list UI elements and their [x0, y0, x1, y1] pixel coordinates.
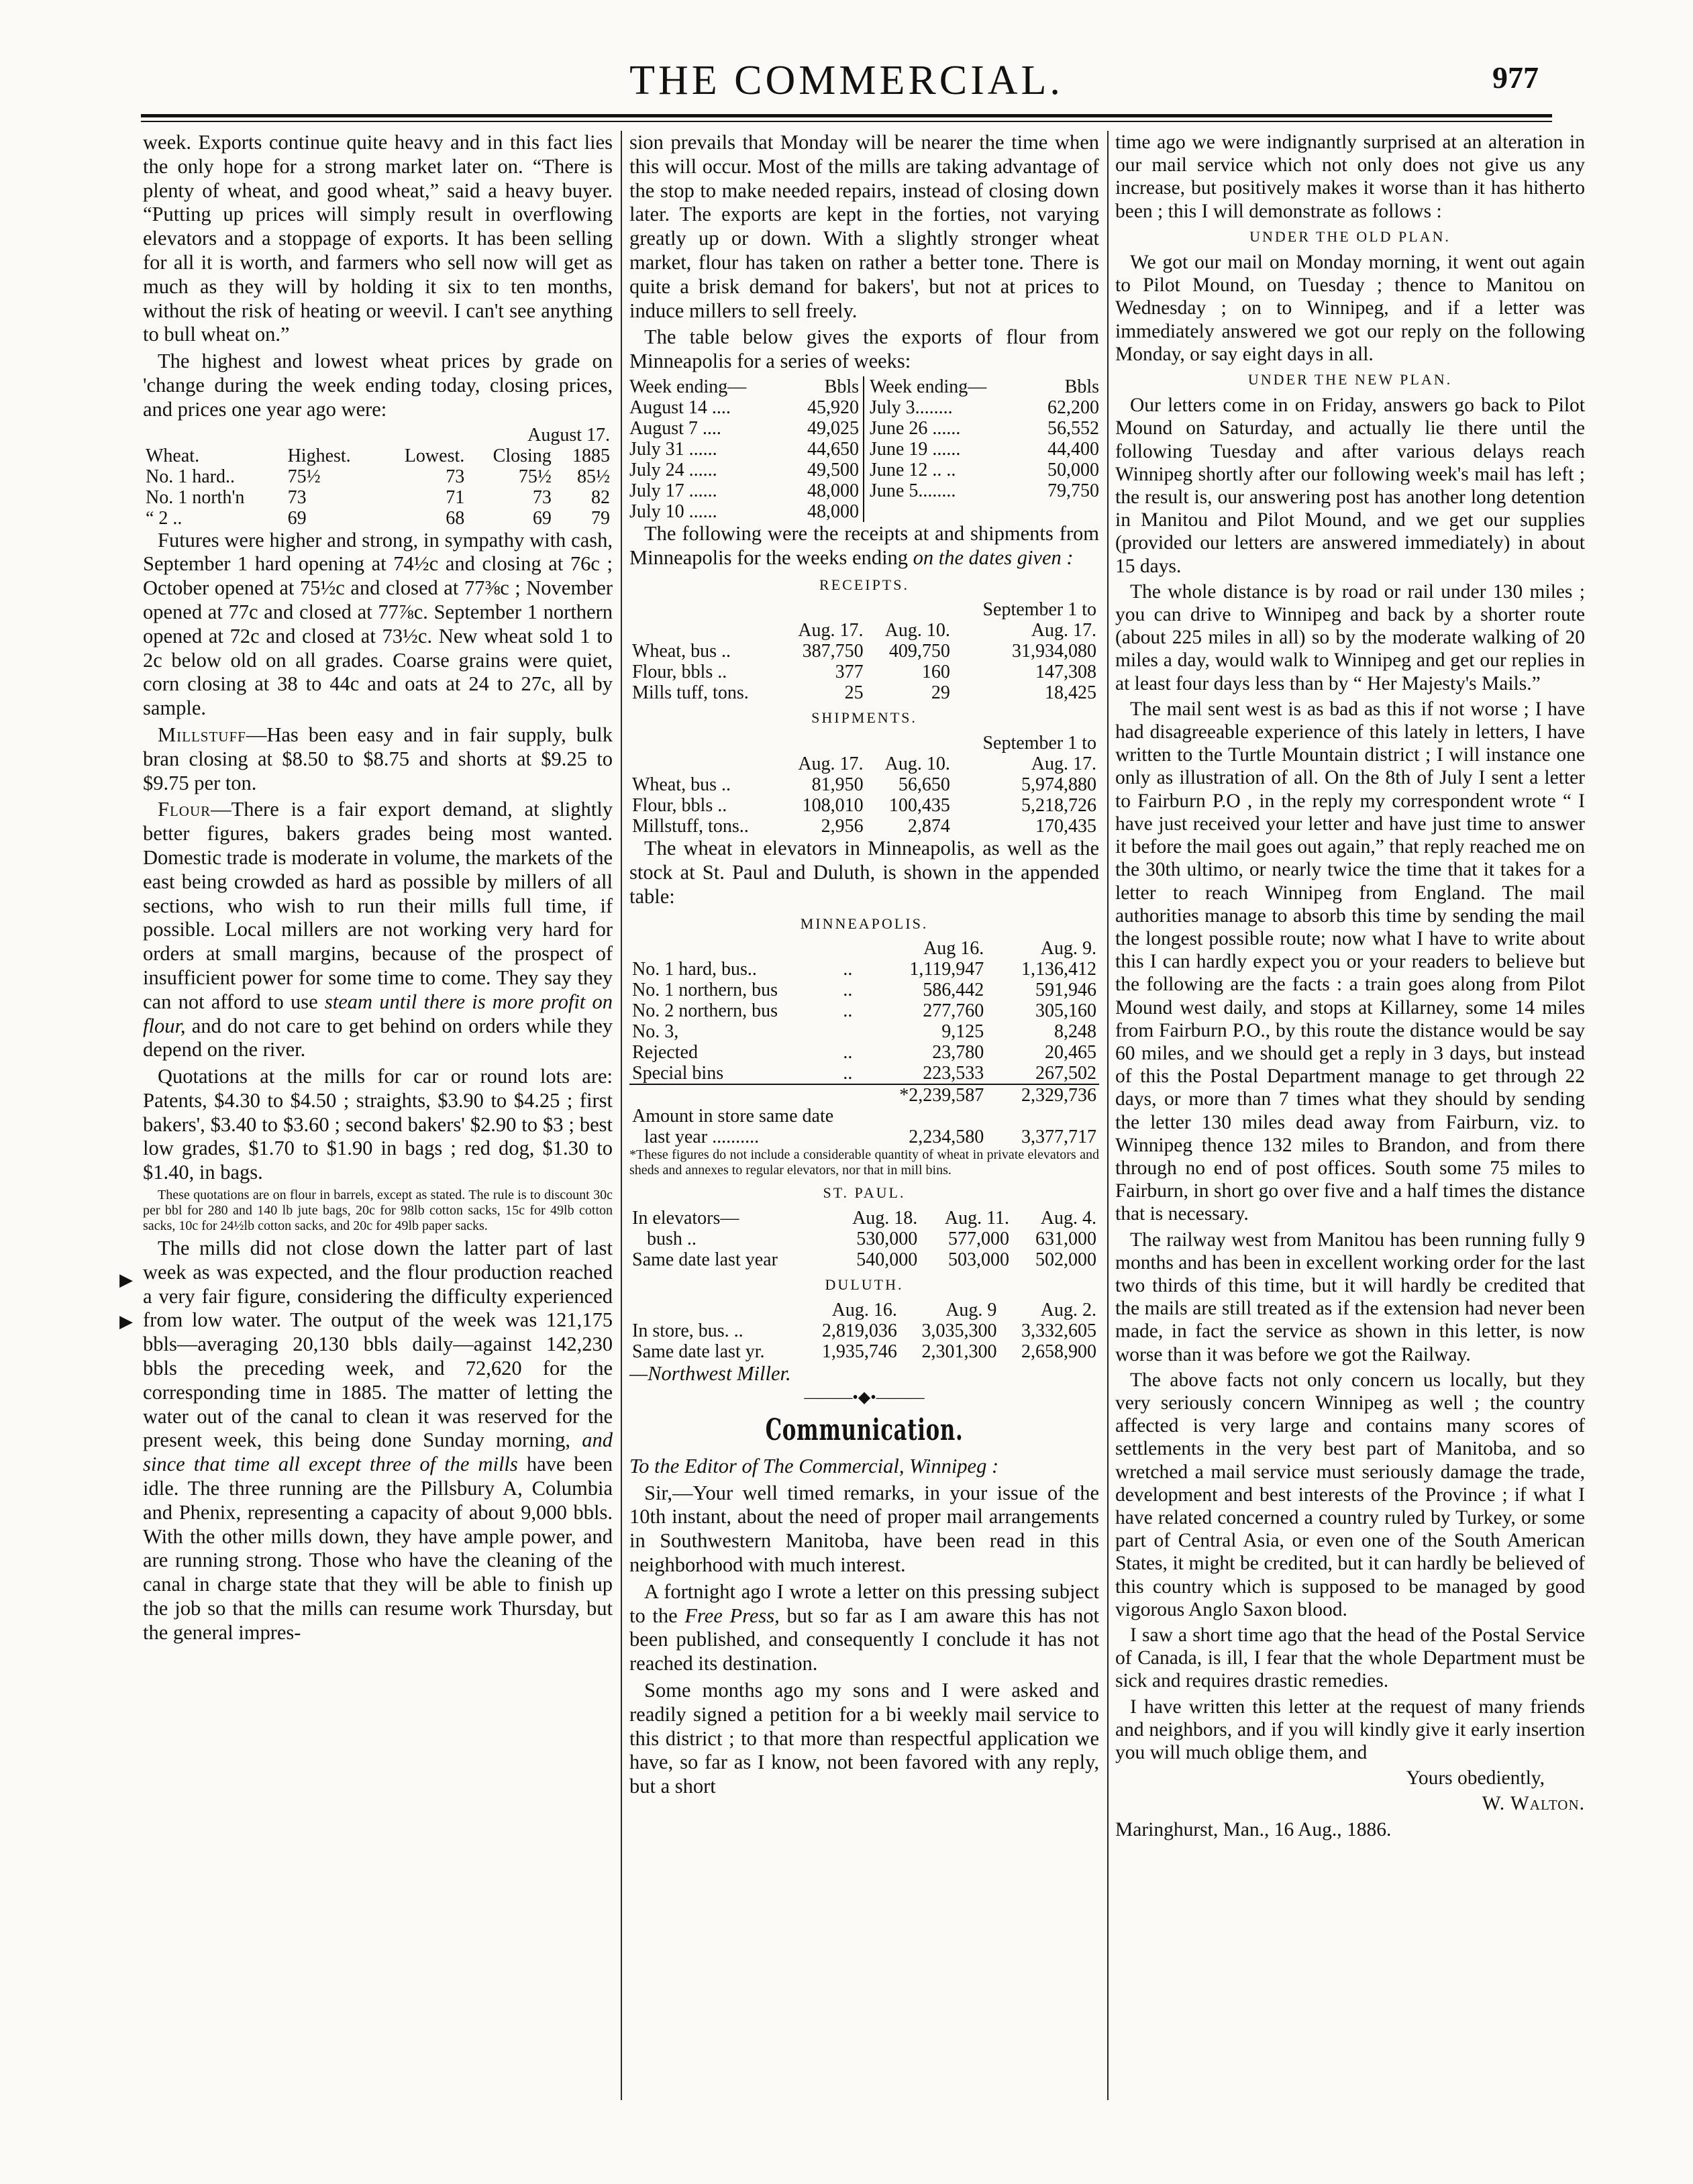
table-cell: 73 [446, 466, 465, 487]
dateline: Maringhurst, Man., 16 Aug., 1886. [1115, 1818, 1392, 1840]
paragraph [143, 798, 613, 1062]
table-cell: Flour, bbls .. [632, 795, 727, 817]
table-row [629, 439, 859, 460]
italic-text: To the Editor of The Commercial, Winnipeg : [629, 1454, 999, 1477]
table-cell: 108,010 [802, 795, 864, 817]
table-cell: 25 [844, 682, 864, 704]
paragraph: The table below gives the exports of flour from Minneapolis for a series of weeks: [629, 325, 1099, 373]
run-in-head: Millstuff [158, 723, 246, 746]
table-cell: Wheat, bus .. [632, 774, 731, 796]
table-cell: 8,248 [1054, 1021, 1096, 1043]
table-cell: 170,435 [1035, 816, 1096, 837]
paragraph-text: —There is a fair export demand, at slightly better figures, bakers grades being most wanted. Domestic trade is moderate in volume, the markets of the east being crowded as hard as possible by millers of all sections, who wish to run their mills full time, if possible. Local millers are not working very hard for orders at small margins, because of the prospect of insufficient power for some time to come. They say they can not afford to use [143, 798, 613, 1013]
paragraph: Sir,—Your well timed remarks, in your issue of the 10th instant, about the need of proper mail arrangements in Southwestern Manitoba, have been read in this neighborhood with much interest. [629, 1481, 1099, 1576]
section-subhead: DULUTH. [825, 1276, 904, 1294]
table-cell: Wheat, bus .. [632, 641, 731, 662]
table-header: Aug. 9 [945, 1299, 997, 1320]
table-row [870, 460, 1099, 480]
table-cell: Same date last yr. [632, 1341, 765, 1362]
paragraph: The railway west from Manitou has been running fully 9 months and has been in excellent working order for the last two thirds of this time, but it will hardly be credited that the mails are still treated as if the extension had never been made, in fact the service as shown in this letter, is now worse than it was before we got the Railway. [1115, 1229, 1585, 1365]
table-cell: July 10 ...... [629, 501, 717, 522]
table-cell: 20,465 [1045, 1042, 1096, 1063]
table-cell: 5,218,726 [1021, 795, 1096, 817]
table-cell: Rejected [632, 1042, 698, 1063]
exports-right [864, 376, 1099, 522]
table-cell: July 17 ...... [629, 480, 717, 501]
table-row [629, 641, 1099, 662]
table-cell: July 3........ [870, 397, 953, 418]
table-cell: June 12 .. .. [870, 459, 956, 480]
margin-mark: ▶ [119, 1270, 133, 1290]
table-cell: 267,502 [1035, 1063, 1096, 1084]
paragraph-text: The mills did not close down the latter part of last week as was expected, and the flour production reached a very fair figure, considering the difficulty experienced from low water. The output of the week was 121,175 bbls—averaging 20,130 bbls daily—against 142,230 bbls the preceding week, and 72,620 for the corresponding time in 1885. The matter of letting the water out of the canal to clean it was reserved for the present week, this being done Sunday morning, [143, 1237, 613, 1452]
table-cell: 377 [835, 662, 864, 683]
table-header: Aug 16. [923, 938, 984, 959]
section-subhead: UNDER THE OLD PLAN. [1249, 227, 1451, 245]
column-rule [621, 131, 622, 2100]
table-total-row [629, 1084, 1099, 1106]
paragraph: sion prevails that Monday will be nearer the time when this will occur. Most of the mills are taking advantage of the stop to make needed repairs, instead of closing down later. The exports are kept in the forties, not varying greatly up or down. With a slightly stronger wheat market, flour has taken on rather a better tone. There is quite a brisk demand for bakers', but not at prices to induce millers to sell freely. [629, 131, 1099, 322]
table-cell: 44,650 [807, 438, 859, 460]
table-cell: 81,950 [811, 774, 864, 796]
table-header: Aug. 17. [798, 620, 864, 641]
table-row [629, 1000, 1099, 1021]
table-cell: 586,442 [923, 980, 984, 1001]
footnote: *These figures do not include a considerable quantity of wheat in private elevators and sheds and annexes to regular elevators, nor that in mill bins. [629, 1147, 1099, 1178]
italic-text: on the dates given : [913, 545, 1074, 569]
paragraph-text: —Has been easy and in fair supply, bulk bran closing at $8.50 to $8.75 and shorts at $9.25 to $9.75 per ton. [143, 723, 613, 794]
table-row [629, 816, 1099, 837]
table-header: Closing [493, 445, 552, 466]
table-cell: 147,308 [1035, 662, 1096, 683]
table-cell: 160 [921, 662, 950, 683]
paragraph: The mail sent west is as bad as this if not worse ; I have had disagreeable experience of this lately in letters, I have written to the Turtle Mountain district ; I will instance one only as illustration of all. On the 8th of July I sent a letter to Fairburn P.O , in the reply my correspondent wrote “ I have just received your letter and have just time to answer it before the mail goes out again,” that reply reached me on the 30th ultimo, or nearly twice the time that it takes for a letter to reach Winnipeg from England. The mail authorities manage to absorb this time by sending the mail the longest possible route; now what I have to write about this I can hardly expect you or your readers to believe but the following are the facts : a train goes along from Pilot Mound west daily, and stops at Killarney, some 14 miles from Fairburn P.O., by this route the distance would be say 60 miles, and we should get a reply in 3 days, but instead of this the Postal Department manage to get through 22 days, or more than 7 times what they should by sending the letter 130 miles dead away from Fairburn, viz. to Winnipeg thence 132 miles to Brandon, and from there through no end of post offices. South some 75 miles to Fairburn, in short go over five and a half times the distance that is necessary. [1115, 698, 1585, 1225]
table-cell: August 14 .... [629, 397, 731, 418]
paragraph [143, 1237, 613, 1645]
table-cell: 3,332,605 [1021, 1320, 1096, 1341]
table-cell: 2,234,580 [909, 1127, 984, 1148]
table-header: Week ending— [870, 376, 987, 397]
masthead-rule-thin [141, 121, 1552, 122]
table-row [143, 466, 613, 487]
table-row [629, 774, 1099, 795]
table-cell: 73 [532, 486, 552, 508]
table-cell: 79,750 [1047, 480, 1099, 501]
table-header: Aug. 4. [1040, 1208, 1096, 1229]
table-cell: No. 3, [632, 1021, 679, 1043]
table-cell: last year .......... [644, 1127, 760, 1148]
exports-table [629, 376, 1099, 522]
table-cell: 44,400 [1047, 438, 1099, 460]
table-cell: 277,760 [923, 1000, 984, 1022]
table-cell: June 5........ [870, 480, 956, 501]
table-cell: July 31 ...... [629, 438, 717, 460]
table-cell: .. [843, 980, 853, 1001]
table-cell: “ 2 .. [146, 507, 183, 529]
table-cell: No. 1 hard, bus.. [632, 959, 757, 980]
table-cell: 45,920 [807, 397, 859, 418]
table-cell: 68 [446, 507, 465, 529]
margin-mark: ▶ [119, 1312, 133, 1331]
minneapolis-table [629, 938, 1099, 1147]
table-cell: Same date last year [632, 1249, 778, 1271]
table-row [629, 501, 859, 522]
paragraph: The wheat in elevators in Minneapolis, as well as the stock at St. Paul and Duluth, is shown in the appended table: [629, 837, 1099, 908]
table-cell: Millstuff, tons.. [632, 816, 749, 837]
paragraph: Quotations at the mills for car or round lots are: Patents, $4.30 to $4.50 ; straights, $3.90 to $4.25 ; first bakers', $3.40 to $3.60 ; second bakers' $2.90 to $3 ; best low grades, $1.70 to $1.90 in bags ; red dog, $1.30 to $1.40, in bags. [143, 1065, 613, 1184]
table-cell: 2,956 [821, 816, 864, 837]
table-cell: .. [843, 1063, 853, 1084]
table-row [629, 1249, 1099, 1270]
table-cell: Amount in store same date [632, 1106, 834, 1127]
table-header: Aug. 17. [1031, 620, 1096, 641]
table-cell: 223,533 [923, 1063, 984, 1084]
table-cell: 49,025 [807, 417, 859, 439]
table-row [629, 1042, 1099, 1063]
paragraph [629, 522, 1099, 570]
paragraph: Futures were higher and strong, in sympathy with cash, September 1 hard opening at 74½c and closing at 76c ; October opened at 75½c and closed at 77⅜c ; November opened at 77c and closed at 77⅞c. September 1 northern opened at 72c and closed at 73½c. New wheat sold 1 to 2c below old on all grades. Coarse grains were quiet, corn closing at 38 to 44c and oats at 24 to 27c, all by sample. [143, 528, 613, 720]
section-subhead: RECEIPTS. [819, 576, 909, 593]
table-header: 1885 [572, 445, 610, 466]
italic-text: and since that time all except three of the mills [143, 1428, 613, 1476]
table-cell: 3,035,300 [921, 1320, 997, 1341]
table-cell: 18,425 [1045, 682, 1096, 704]
table-header: Aug. 2. [1040, 1299, 1096, 1320]
table-row [629, 1320, 1099, 1341]
table-cell: 23,780 [932, 1042, 984, 1063]
table-header: Aug. 18. [852, 1208, 918, 1229]
table-cell: Special bins [632, 1063, 724, 1084]
table-cell: 62,200 [1047, 397, 1099, 418]
section-subhead: ST. PAUL. [823, 1184, 906, 1202]
paragraph: week. Exports continue quite heavy and in this fact lies the only hope for a strong market later on. “There is plenty of wheat, and good wheat,” said a heavy buyer. “Putting up prices will simply result in overflowing elevators and a stoppage of exports. It has been selling for all it is worth, and farmers who sell now will get as much as they will by holding it six to ten months, without the risk of heating or weevil. I can't see anything to bull wheat on.” [143, 131, 613, 346]
table-header: Aug. 9. [1040, 938, 1096, 959]
section-subhead: MINNEAPOLIS. [800, 915, 929, 932]
table-cell: August 7 .... [629, 417, 721, 439]
table-cell: 49,500 [807, 459, 859, 480]
st-paul-table [629, 1208, 1099, 1270]
table-cell: 69 [287, 507, 307, 529]
table-cell: No. 2 northern, bus [632, 1000, 778, 1022]
table-cell: July 24 ...... [629, 459, 717, 480]
paragraph-text: A fortnight ago I wrote a letter on this pressing subject to the [629, 1579, 1099, 1627]
column-3 [1115, 131, 1585, 1844]
table-cell: June 26 ...... [870, 417, 961, 439]
table-cell: June 19 ...... [870, 438, 961, 460]
table-header: Bbls [824, 376, 859, 397]
table-cell: 56,650 [898, 774, 950, 796]
paragraph: The above facts not only concern us locally, but they very seriously concern Winnipeg as well ; the country affected is very large and contains many scores of settlements in the very best part of Manitoba, and so wretched a mail service must seriously damage the trade, development and best interests of the Province ; if what I have related concerned a country ruled by Turkey, or some part of Central Asia, or even one of the South American States, it might be credited, but it can hardly be believed of this country which is supposed to be managed by good vigorous Anglo Saxon blood. [1115, 1369, 1585, 1620]
paragraph-text: have been idle. The three running are the Pillsbury A, Columbia and Phenix, representing a capacity of about 9,000 bbls. With the other mills down, they have ample power, and are running strong. Those who have the cleaning of the canal in charge state that they will be able to finish up the job so that the mills can resume work Thursday, but the general impres- [143, 1453, 613, 1644]
page-title: THE COMMERCIAL. [629, 58, 1064, 103]
run-in-head: Flour [158, 798, 211, 821]
table-cell: 540,000 [856, 1249, 918, 1271]
table-header: Aug. 11. [944, 1208, 1010, 1229]
table-cell: 503,000 [948, 1249, 1010, 1271]
table-cell: 31,934,080 [1012, 641, 1096, 662]
table-row [143, 487, 613, 508]
table-cell: 79 [591, 507, 610, 529]
table-cell: .. [843, 1042, 853, 1063]
table-cell: 50,000 [1047, 459, 1099, 480]
table-row [629, 480, 859, 501]
table-header: Week ending— [629, 376, 747, 397]
table-cell: No. 1 north'n [146, 486, 245, 508]
shipments-table [629, 733, 1099, 837]
table-cell: 631,000 [1035, 1229, 1096, 1250]
table-cell: 1,935,746 [821, 1341, 897, 1362]
page-number: 977 [1492, 60, 1539, 95]
table-cell: 409,750 [888, 641, 950, 662]
table-row [629, 418, 859, 439]
table-header: September 1 to [982, 733, 1096, 754]
footnote: These quotations are on flour in barrels, except as stated. The rule is to discount 30c per bbl for 280 and 140 lb jute bags, 20c for 98lb cotton sacks, 15c for 49lb cotton sacks, 10c for 24½lb cotton sacks, and 20c for 49lb paper sacks. [143, 1188, 613, 1234]
table-cell: 1,136,412 [1021, 959, 1096, 980]
paragraph-text: The following were the receipts at and shipments from Minneapolis for the weeks ending [629, 521, 1099, 569]
table-cell: 577,000 [948, 1229, 1010, 1250]
table-row [143, 508, 613, 529]
table-header: Aug. 17. [1031, 753, 1096, 775]
masthead-rule [141, 114, 1552, 117]
source-credit: —Northwest Miller. [629, 1361, 791, 1385]
paragraph: We got our mail on Monday morning, it went out again to Pilot Mound, on Tuesday ; thence to Manitou on Wednesday ; on to Winnipeg, and if a letter was immediately answered we got our reply on the following Monday, or say eight days in all. [1115, 252, 1585, 365]
table-cell: 2,329,736 [986, 1084, 1099, 1106]
duluth-table [629, 1300, 1099, 1362]
table-cell: 100,435 [888, 795, 950, 817]
table-cell: 85½ [577, 466, 610, 487]
table-row [870, 439, 1099, 460]
table-cell: In store, bus. .. [632, 1320, 743, 1341]
table-row [629, 1229, 1099, 1249]
table-header: September 1 to [982, 599, 1096, 621]
table-cell: 2,658,900 [1021, 1341, 1096, 1362]
table-cell: 3,377,717 [1021, 1127, 1096, 1148]
table-row [629, 980, 1099, 1000]
paragraph [629, 1362, 1099, 1386]
table-row [629, 397, 859, 418]
table-cell: 2,874 [907, 816, 950, 837]
table-header: Lowest. [404, 445, 465, 466]
table-row [629, 460, 859, 480]
table-cell: 75½ [287, 466, 321, 487]
paragraph: Some months ago my sons and I were asked and readily signed a petition for a bi weekly mail service to this district ; to that more than respectful application we have, so far as I know, not been favored with any reply, but a short [629, 1678, 1099, 1798]
table-cell: 9,125 [941, 1021, 984, 1043]
table-cell: 530,000 [856, 1229, 918, 1250]
table-cell: 2,819,036 [821, 1320, 897, 1341]
wheat-price-table [143, 425, 613, 529]
section-divider: ———•◆•——— [804, 1388, 925, 1406]
section-subhead: UNDER THE NEW PLAN. [1247, 371, 1453, 388]
table-cell: 29 [931, 682, 950, 704]
table-cell: In elevators— [632, 1208, 739, 1229]
section-subhead: SHIPMENTS. [811, 709, 917, 727]
table-cell: 1,119,947 [909, 959, 984, 980]
table-row [629, 662, 1099, 682]
table-cell: *2,239,587 [861, 1084, 986, 1106]
table-row [629, 1063, 1099, 1084]
receipts-table [629, 599, 1099, 703]
table-cell: 2,301,300 [921, 1341, 997, 1362]
table-cell: 71 [446, 486, 465, 508]
table-row [629, 1021, 1099, 1042]
table-cell: No. 1 northern, bus [632, 980, 778, 1001]
table-cell: 75½ [518, 466, 552, 487]
table-cell: 48,000 [807, 480, 859, 501]
table-row [629, 1127, 1099, 1147]
paragraph: Our letters come in on Friday, answers go back to Pilot Mound on Saturday, and actually lie there until the following Tuesday and after various delays reach Winnipeg shortly after our following week's mail has left ; the result is, our answering post has another long detention in Manitou and Pilot Mound, and we get our supplies (provided our letters are answered immediately) in about 15 days. [1115, 395, 1585, 577]
paragraph: The highest and lowest wheat prices by grade on 'change during the week ending today, closing prices, and prices one year ago were: [143, 350, 613, 421]
paragraph: I have written this letter at the request of many friends and neighbors, and if you will kindly give it early insertion you will much oblige them, and [1115, 1696, 1585, 1764]
table-row [629, 795, 1099, 816]
table-header: Highest. [287, 445, 351, 466]
paragraph: The whole distance is by road or rail under 130 miles ; you can drive to Winnipeg and back by a shorter route (about 225 miles in all) so by the moderate walking of 20 miles a day, would walk to Winnipeg and get our replies in at least four days less than by “ Her Majesty's Mails.” [1115, 580, 1585, 694]
salutation [629, 1455, 1099, 1479]
paragraph: I saw a short time ago that the head of the Postal Service of Canada, is ill, I fear that the whole Department must be sick and requires drastic remedies. [1115, 1624, 1585, 1692]
table-cell: No. 1 hard.. [146, 466, 235, 487]
table-header: August 17. [527, 424, 610, 446]
table-cell: 48,000 [807, 501, 859, 522]
table-row [629, 959, 1099, 980]
paragraph [629, 1580, 1099, 1676]
table-row [629, 1341, 1099, 1362]
table-row [870, 397, 1099, 418]
italic-text: steam until there is more profit on flour, [143, 990, 613, 1037]
table-row [629, 682, 1099, 703]
column-1 [143, 131, 613, 1648]
table-cell: 591,946 [1035, 980, 1096, 1001]
closing: Yours obediently, [1406, 1767, 1545, 1789]
table-cell: .. [843, 1000, 853, 1022]
table-cell: Mills tuff, tons. [632, 682, 749, 704]
table-header: Aug. 16. [831, 1299, 897, 1320]
paragraph [143, 723, 613, 795]
table-header: Wheat. [146, 445, 200, 466]
paragraph: time ago we were indignantly surprised at an alteration in our mail service which not only does not give us any increase, but positively makes it worse than it has hitherto been ; this I will demonstrate as follows : [1115, 132, 1585, 222]
italic-text: Free Press, [684, 1604, 780, 1627]
table-cell: 69 [532, 507, 552, 529]
table-cell: 56,552 [1047, 417, 1099, 439]
signature: W. Walton. [1482, 1793, 1585, 1815]
table-cell: 387,750 [802, 641, 864, 662]
section-heading: Communication. [765, 1412, 964, 1447]
masthead [134, 54, 1559, 107]
table-header: Bbls [1064, 376, 1099, 397]
table-row [870, 480, 1099, 501]
table-cell [840, 1021, 861, 1042]
table-cell: .. [843, 959, 853, 980]
table-cell: Flour, bbls .. [632, 662, 727, 683]
exports-left [629, 376, 864, 522]
table-cell: bush .. [647, 1229, 697, 1250]
table-cell: 502,000 [1035, 1249, 1096, 1271]
table-cell: 82 [591, 486, 610, 508]
column-rule [1107, 131, 1109, 2100]
table-cell: 5,974,880 [1021, 774, 1096, 796]
table-header: Aug. 10. [884, 753, 950, 775]
table-cell: 305,160 [1035, 1000, 1096, 1022]
table-header: Aug. 17. [798, 753, 864, 775]
column-2 [629, 131, 1099, 1802]
paragraph-text: but so far as I am aware this has not been published, and consequently I conclude it has not reached its destination. [629, 1604, 1099, 1675]
paragraph-text: and do not care to get behind on orders while they depend on the river. [143, 1014, 613, 1061]
table-cell: 73 [287, 486, 307, 508]
table-header: Aug. 10. [884, 620, 950, 641]
table-row [870, 418, 1099, 439]
